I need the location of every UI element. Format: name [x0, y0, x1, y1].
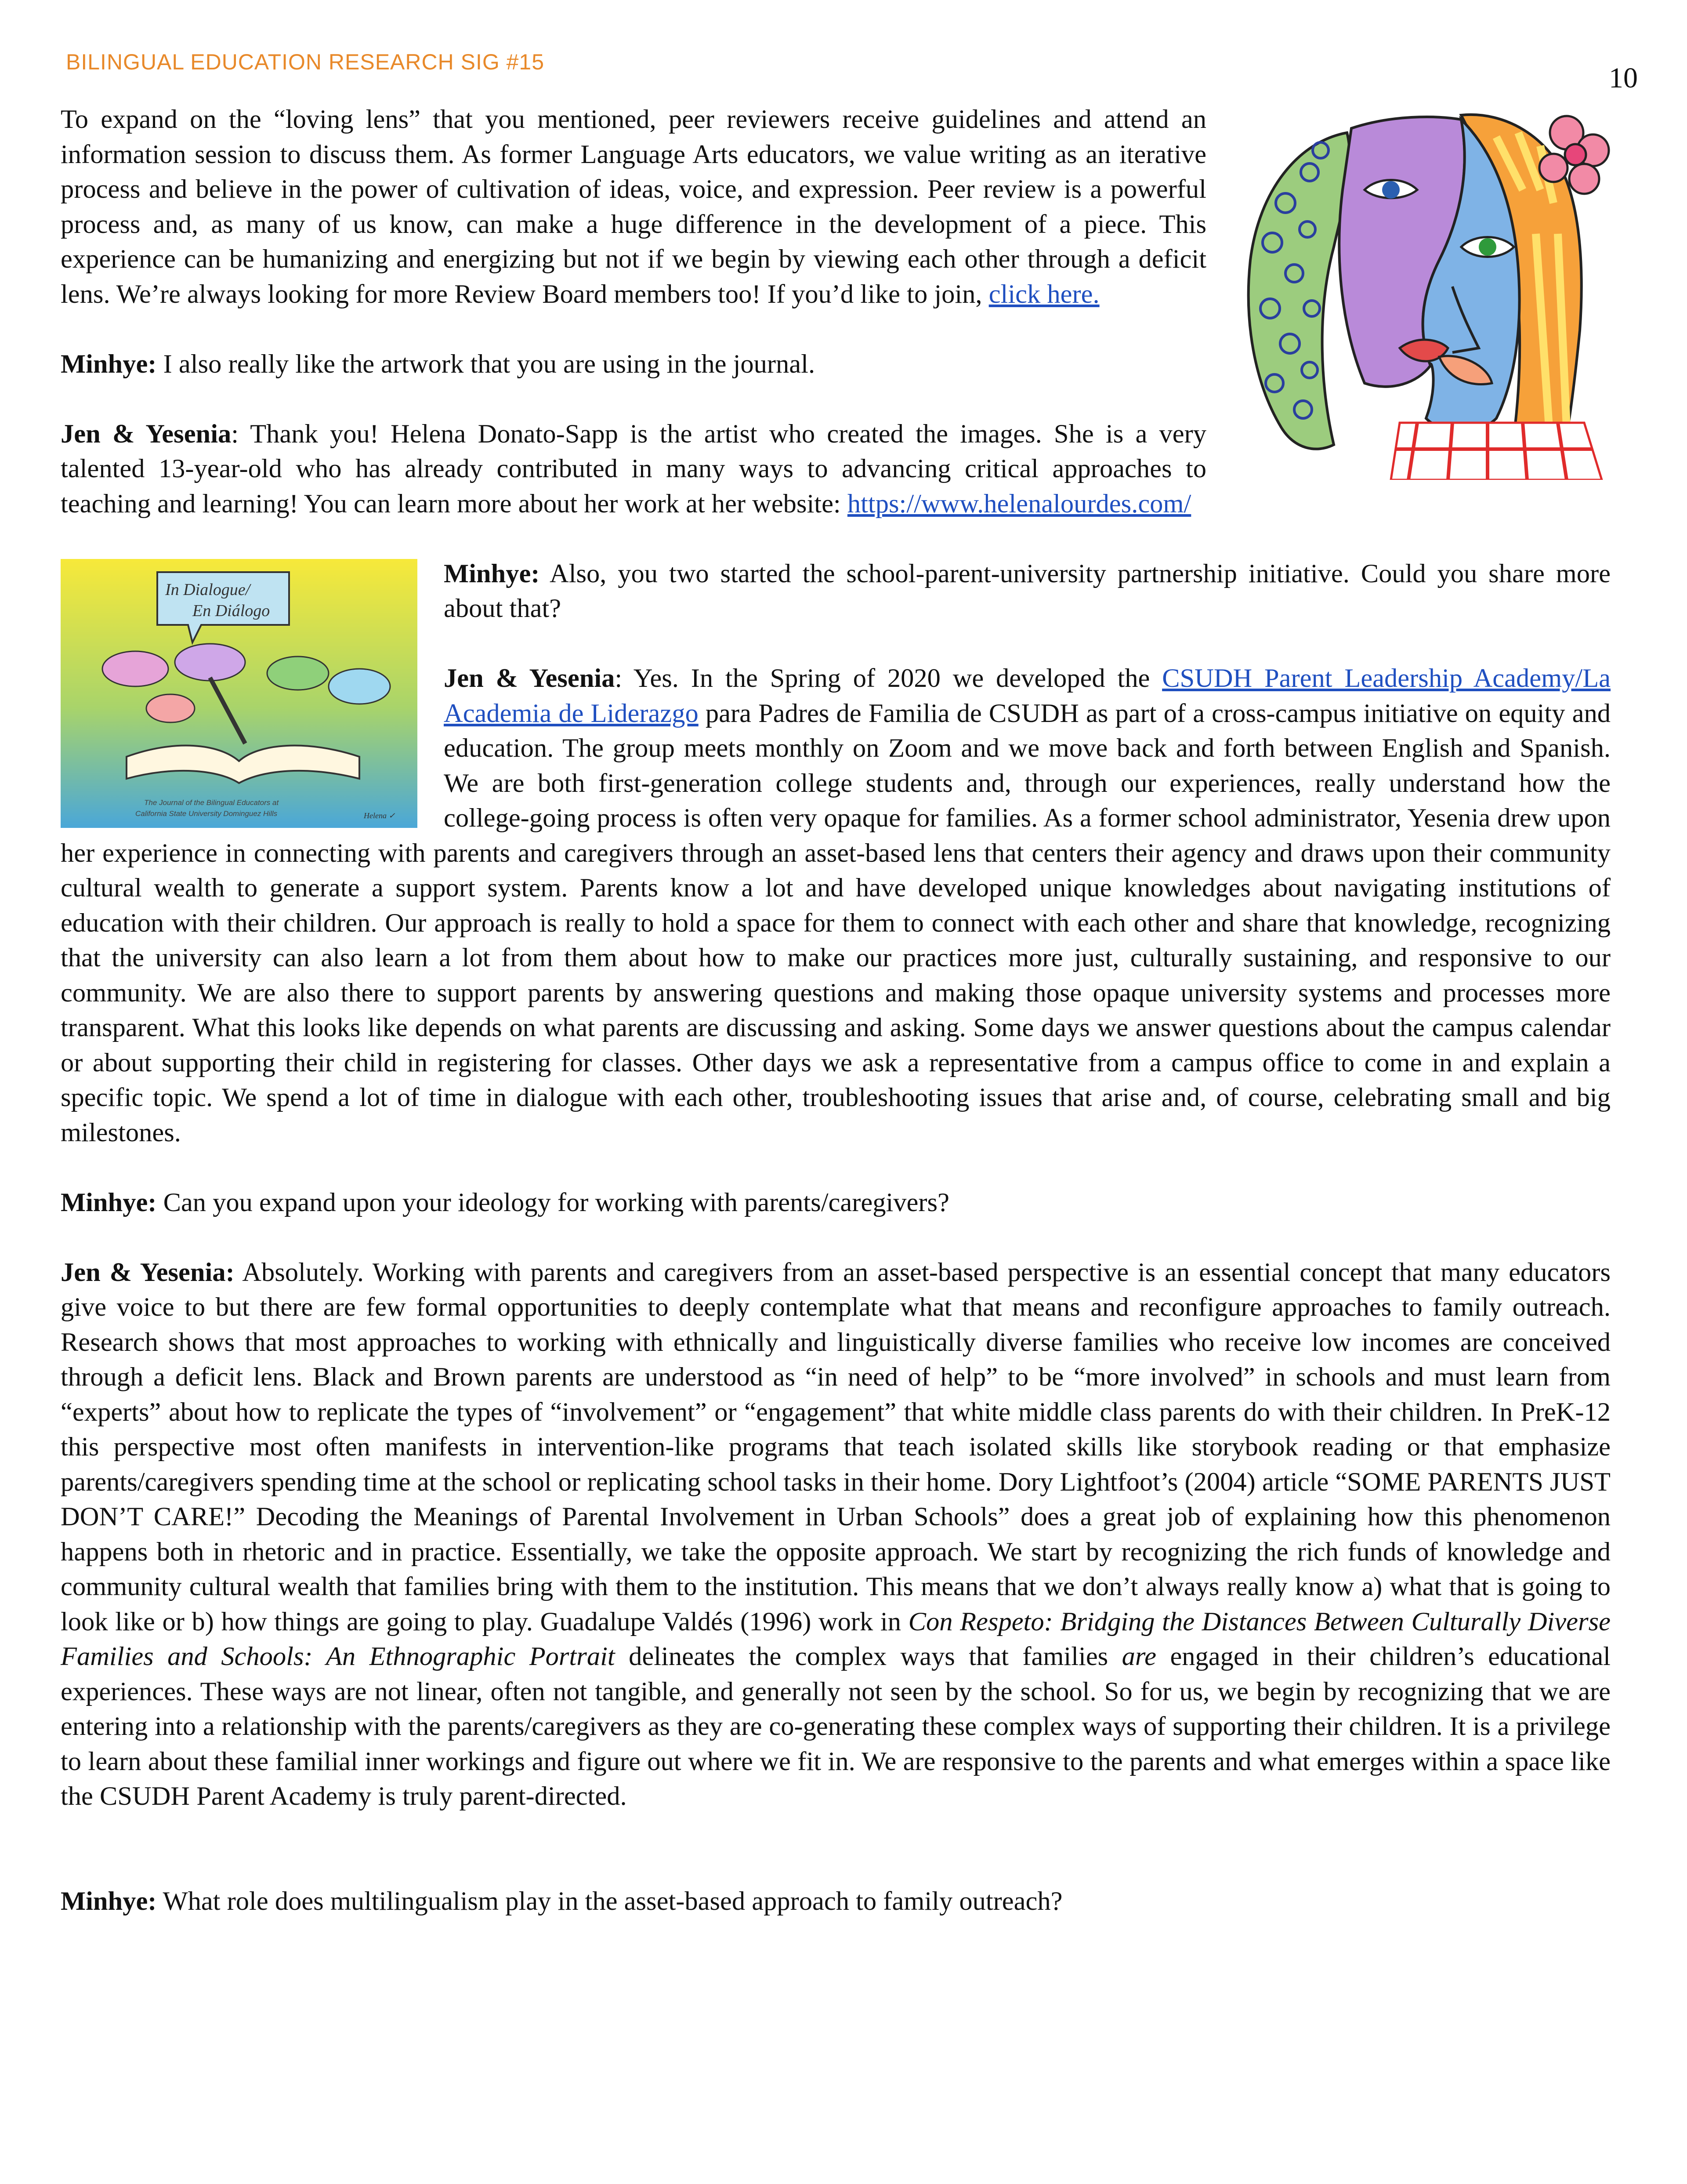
click-here-link[interactable]: click here.: [988, 279, 1100, 309]
artist-website-link[interactable]: https://www.helenalourdes.com/: [847, 489, 1191, 519]
cover-title-line1: In Dialogue/: [165, 580, 250, 599]
running-header: BILINGUAL EDUCATION RESEARCH SIG #15: [66, 50, 545, 74]
cover-signature: Helena ✓: [364, 811, 395, 820]
question-multilingualism: Minhye: What role does multilingualism play in the asset-based approach to family outreach?: [61, 1886, 1063, 1916]
question-partnership: Minhye: Also, you two started the school-parent-university partnership initiative. Could you share more about that?: [444, 559, 1611, 623]
question-ideology: Minhye: Can you expand upon your ideology for working with parents/caregivers?: [61, 1187, 949, 1217]
answer-artwork: Jen & Yesenia: Thank you! Helena Donato-Sapp is the artist who created the images. She is a very talented 13-year-old who has already contributed in many ways to advancing critical approaches to teaching and learning! You can learn more about her work at her website: https://www.helenalourdes.com/: [61, 419, 1206, 519]
cover-caption-line1: The Journal of the Bilingual Educators at: [144, 798, 279, 807]
extra-spacing: [61, 1849, 1611, 1884]
answer-ideology: Jen & Yesenia: Absolutely. Working with parents and caregivers from an asset-based perspective is an essential concept that many educators give voice to but there are few formal opportunities to deeply contemplate what that means and reconfigure approaches to family outreach. Research shows that most approaches to working with ethnically and linguistically diverse families who receive low incomes are conceived through a deficit lens. Black and Brown parents are understood as “in need of help” to be “more involved” in schools and must learn from “experts” about how to replicate the types of “involvement” or “engagement” that white middle class parents do with their children. In PreK-12 this perspective most often manifests in intervention-like programs that teach isolated skills like storybook reading or that emphasize parents/caregivers spending time at the school or replicating school tasks in their home. Dory Lightfoot’s (2004) article “SOME PARENTS JUST DON’T CARE!” Decoding the Meanings of Parental Involvement in Urban Schools” does a great job of explaining how this phenomenon happens both in rhetoric and in practice. Essentially, we take the opposite approach. We start by recognizing the rich funds of knowledge and community cultural wealth that families bring with them to the institution. This means that we don’t always really know a) what that is going to look like or b) how things are going to play. Guadalupe Valdés (1996) work in Con Respeto: Bridging the Distances Between Culturally Diverse Families and Schools: An Ethnographic Portrait delineates the complex ways that families are engaged in their children’s educational experiences. These ways are not linear, often not tangible, and generally not seen by the school. So for us, we begin by recognizing that we are entering into a relationship with the parents/caregivers as they are co-generating these complex ways of supporting their children. It is a privilege to learn about these familial inner workings and figure out where we fit in. We are responsive to the parents and what emerges within a space like the CSUDH Parent Academy is truly parent-directed.: [61, 1257, 1611, 1811]
answer-partnership: Jen & Yesenia: Yes. In the Spring of 2020 we developed the CSUDH Parent Leadership Academy/La Academia de Liderazgo para Padres de Familia de CSUDH as part of a cross-campus initiative on equity and education. The group meets monthly on Zoom and we move back and forth between English and Spanish. We are both first-generation college students and, through our experiences, really understand how the college-going process is often very opaque for families. As a former school administrator, Yesenia drew upon her experience in connecting with parents and caregivers through an asset-based lens that centers their agency and draws upon their community cultural wealth to generate a support system. Parents know a lot and have developed unique knowledges about navigating institutions of education with their children. Our approach is really to hold a space for them to connect with each other and share that knowledge, recognizing that the university can also learn a lot from them about how to make our practices more just, culturally sustaining, and responsive to our community. We are also there to support parents by answering questions and making those opaque university systems and processes more transparent. What this looks like depends on what parents are discussing and asking. Some days we answer questions about the campus calendar or about supporting their child in registering for classes. Other days we ask a representative from a campus office to come in and explain a specific topic. We spend a lot of time in dialogue with each other, troubleshooting issues that arise and, of course, celebrating small and big milestones.: [61, 664, 1611, 1147]
article-body: [61, 102, 1611, 1919]
page-number: 10: [1609, 62, 1638, 94]
parent-academy-link[interactable]: CSUDH Parent Leadership Academy/La Academia de Liderazgo: [444, 664, 1611, 728]
paragraph-peer-review: To expand on the “loving lens” that you mentioned, peer reviewers receive guidelines and attend an information session to discuss them. As former Language Arts educators, we value writing as an iterative process and believe in the power of cultivation of ideas, voice, and expression. Peer review is a powerful process and, as many of us know, can make a huge difference in the development of a piece. This experience can be humanizing and energizing but not if we begin by viewing each other through a deficit lens. We’re always looking for more Review Board members too! If you’d like to join, click here.: [61, 105, 1206, 309]
cover-title-line2: En Diálogo: [192, 601, 270, 620]
portrait-artwork: [1233, 102, 1611, 480]
cover-caption-line2: California State University Dominguez Hills: [135, 809, 278, 818]
journal-cover-illustration: [61, 559, 417, 828]
question-artwork: Minhye: I also really like the artwork that you are using in the journal.: [61, 349, 815, 379]
